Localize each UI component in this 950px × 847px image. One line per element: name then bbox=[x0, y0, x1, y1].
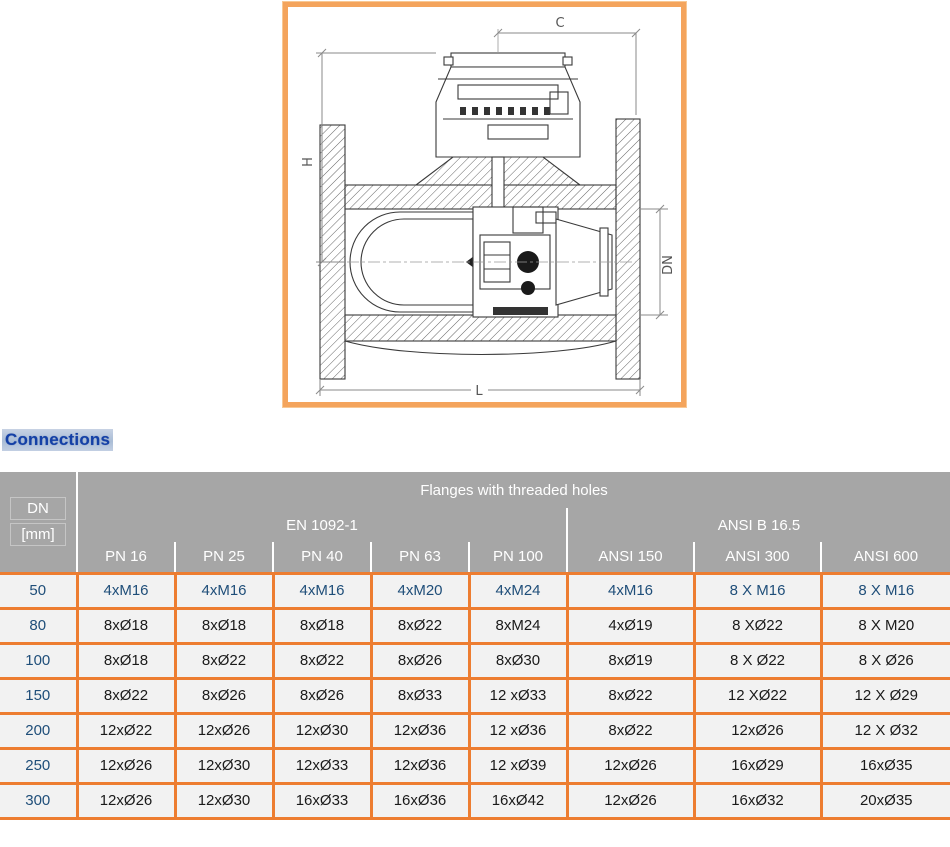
value-cell: 12xØ30 bbox=[175, 783, 273, 818]
value-cell: 8xØ26 bbox=[371, 643, 469, 678]
dn-cell: 250 bbox=[0, 748, 77, 783]
section-title: Connections bbox=[2, 429, 113, 451]
value-cell: 8 X Ø26 bbox=[821, 643, 950, 678]
dn-cell: 200 bbox=[0, 713, 77, 748]
col-header-pn63: PN 63 bbox=[371, 542, 469, 573]
dn-cell: 50 bbox=[0, 573, 77, 608]
value-cell: 8xØ18 bbox=[77, 608, 175, 643]
table-row bbox=[0, 713, 950, 748]
dn-unit-label: [mm] bbox=[10, 523, 66, 546]
value-cell: 12 XØ22 bbox=[694, 678, 821, 713]
dn-cell: 300 bbox=[0, 783, 77, 818]
value-cell: 8xØ22 bbox=[371, 608, 469, 643]
value-cell: 12xØ26 bbox=[77, 783, 175, 818]
dn-corner-header bbox=[0, 472, 77, 573]
pipe-top-wall bbox=[345, 185, 616, 209]
group-header-flanges: Flanges with threaded holes bbox=[77, 472, 950, 508]
value-cell: 8xØ19 bbox=[567, 643, 694, 678]
col-header-ansi600: ANSI 600 bbox=[821, 542, 950, 573]
table-row bbox=[0, 783, 950, 818]
dn-cell: 80 bbox=[0, 608, 77, 643]
value-cell: 4xM20 bbox=[371, 573, 469, 608]
value-cell: 4xM24 bbox=[469, 573, 567, 608]
value-cell: 12xØ26 bbox=[77, 748, 175, 783]
value-cell: 12xØ30 bbox=[273, 713, 371, 748]
value-cell: 4xM16 bbox=[567, 573, 694, 608]
value-cell: 8xØ22 bbox=[567, 713, 694, 748]
table-row bbox=[0, 678, 950, 713]
connections-table-header bbox=[0, 472, 950, 573]
value-cell: 8xØ26 bbox=[273, 678, 371, 713]
value-cell: 8xØ18 bbox=[77, 643, 175, 678]
value-cell: 20xØ35 bbox=[821, 783, 950, 818]
value-cell: 8xØ22 bbox=[175, 643, 273, 678]
value-cell: 12xØ26 bbox=[175, 713, 273, 748]
value-cell: 8 X M16 bbox=[694, 573, 821, 608]
value-cell: 16xØ35 bbox=[821, 748, 950, 783]
value-cell: 4xM16 bbox=[77, 573, 175, 608]
value-cell: 8 X Ø22 bbox=[694, 643, 821, 678]
value-cell: 12xØ26 bbox=[567, 783, 694, 818]
drive-shaft bbox=[492, 157, 504, 213]
dim-label-c: C bbox=[555, 16, 565, 31]
value-cell: 8xØ22 bbox=[567, 678, 694, 713]
left-flange bbox=[320, 125, 345, 379]
value-cell: 8 X M16 bbox=[821, 573, 950, 608]
value-cell: 8xØ18 bbox=[175, 608, 273, 643]
dim-label-dn: DN bbox=[661, 255, 676, 275]
table-row bbox=[0, 643, 950, 678]
value-cell: 8xM24 bbox=[469, 608, 567, 643]
standard-header-en: EN 1092-1 bbox=[77, 508, 567, 542]
col-header-pn16: PN 16 bbox=[77, 542, 175, 573]
value-cell: 16xØ36 bbox=[371, 783, 469, 818]
table-row bbox=[0, 573, 950, 608]
value-cell: 12 X Ø29 bbox=[821, 678, 950, 713]
value-cell: 12 xØ39 bbox=[469, 748, 567, 783]
value-cell: 12xØ36 bbox=[371, 713, 469, 748]
connections-table-body bbox=[0, 573, 950, 818]
value-cell: 8xØ22 bbox=[273, 643, 371, 678]
value-cell: 16xØ33 bbox=[273, 783, 371, 818]
value-cell: 8xØ18 bbox=[273, 608, 371, 643]
standard-header-ansi: ANSI B 16.5 bbox=[567, 508, 950, 542]
value-cell: 12xØ33 bbox=[273, 748, 371, 783]
value-cell: 8 X M20 bbox=[821, 608, 950, 643]
value-cell: 4xØ19 bbox=[567, 608, 694, 643]
dim-label-l: L bbox=[475, 384, 483, 399]
pipe-bottom-wall bbox=[345, 315, 616, 341]
value-cell: 16xØ32 bbox=[694, 783, 821, 818]
value-cell: 12xØ26 bbox=[694, 713, 821, 748]
value-cell: 12xØ22 bbox=[77, 713, 175, 748]
value-cell: 12 X Ø32 bbox=[821, 713, 950, 748]
col-header-pn40: PN 40 bbox=[273, 542, 371, 573]
col-header-pn100: PN 100 bbox=[469, 542, 567, 573]
value-cell: 16xØ42 bbox=[469, 783, 567, 818]
meter-cross-section-drawing bbox=[288, 7, 681, 402]
value-cell: 8xØ22 bbox=[77, 678, 175, 713]
value-cell: 16xØ29 bbox=[694, 748, 821, 783]
table-row bbox=[0, 608, 950, 643]
value-cell: 8xØ26 bbox=[175, 678, 273, 713]
value-cell: 12xØ26 bbox=[567, 748, 694, 783]
dn-header-label: DN bbox=[10, 497, 66, 520]
col-header-pn25: PN 25 bbox=[175, 542, 273, 573]
value-cell: 8xØ33 bbox=[371, 678, 469, 713]
value-cell: 12xØ36 bbox=[371, 748, 469, 783]
table-row bbox=[0, 748, 950, 783]
value-cell: 8xØ30 bbox=[469, 643, 567, 678]
value-cell: 12 xØ36 bbox=[469, 713, 567, 748]
right-flange bbox=[616, 119, 640, 379]
technical-drawing-frame bbox=[283, 2, 686, 407]
value-cell: 12 xØ33 bbox=[469, 678, 567, 713]
value-cell: 4xM16 bbox=[273, 573, 371, 608]
dn-cell: 100 bbox=[0, 643, 77, 678]
value-cell: 4xM16 bbox=[175, 573, 273, 608]
value-cell: 12xØ30 bbox=[175, 748, 273, 783]
dn-cell: 150 bbox=[0, 678, 77, 713]
col-header-ansi300: ANSI 300 bbox=[694, 542, 821, 573]
dim-label-h: H bbox=[301, 157, 316, 167]
col-header-ansi150: ANSI 150 bbox=[567, 542, 694, 573]
meter-head bbox=[436, 53, 580, 157]
connections-table bbox=[0, 472, 950, 820]
value-cell: 8 XØ22 bbox=[694, 608, 821, 643]
